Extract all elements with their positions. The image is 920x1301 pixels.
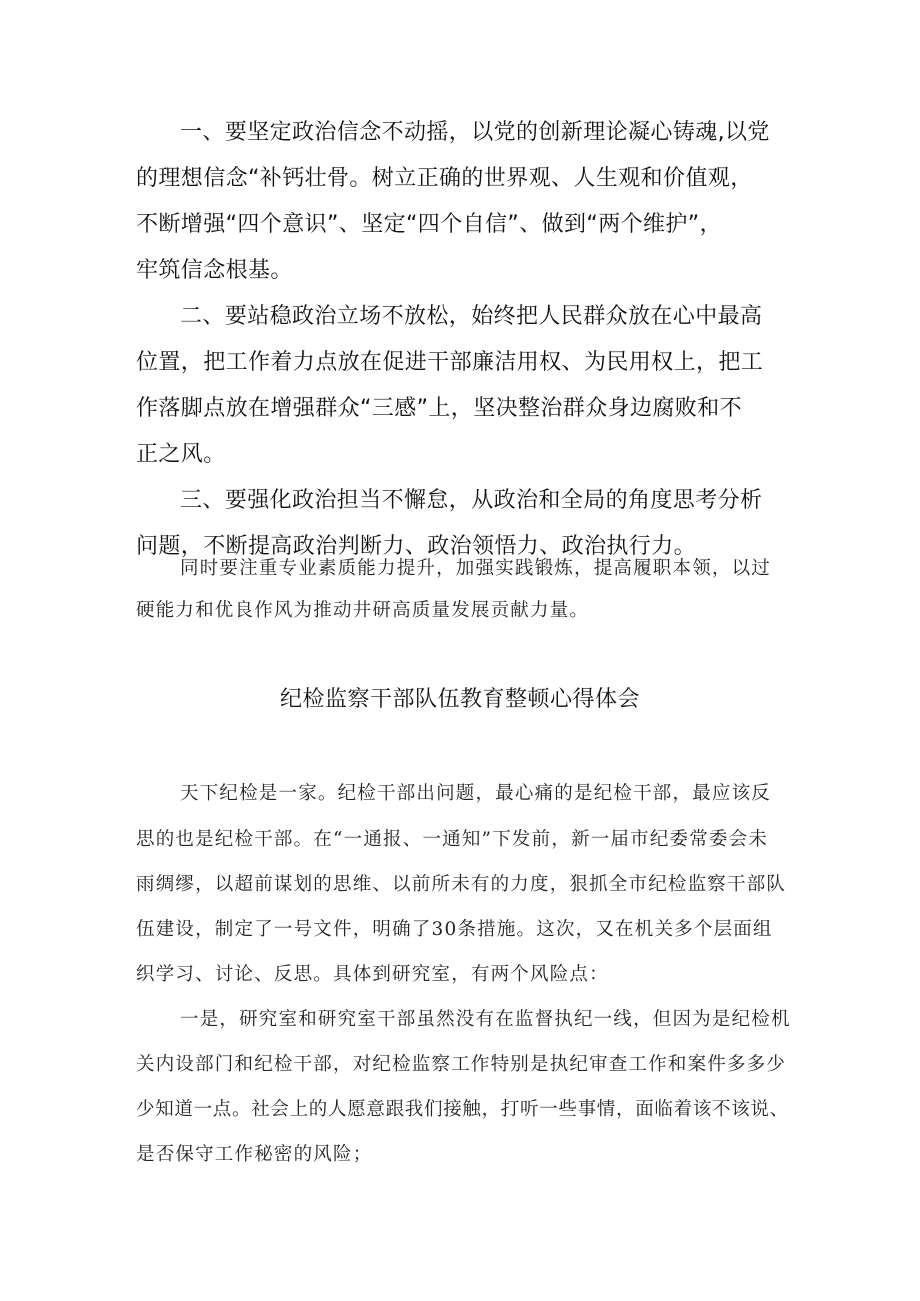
- paragraph-line: 三、要强化政治担当不懈怠，从政治和全局的角度思考分析: [180, 488, 763, 513]
- paragraph-line: 一、要坚定政治信念不动摇，以党的创新理论凝心铸魂,以党: [180, 120, 770, 145]
- paragraph-line: 牢筑信念根基。: [136, 258, 293, 283]
- paragraph-line: 不断增强“四个意识”、坚定“四个自信”、做到“两个维护”，: [136, 212, 722, 237]
- paragraph-line: 二、要站稳政治立场不放松，始终把人民群众放在心中最高: [180, 304, 763, 329]
- paragraph-line: 位置，把工作着力点放在促进干部廉洁用权、为民用权上，把工: [136, 350, 764, 375]
- paragraph-line: 天下纪检是一家。纪检干部出问题，最心痛的是纪检干部，最应该反: [180, 783, 772, 804]
- paragraph-line: 伍建设，制定了一号文件，明确了30条措施。这次，又在机关多个层面组: [136, 919, 773, 940]
- paragraph-line: 是否保守工作秘密的风险；: [136, 1144, 373, 1165]
- paragraph-line: 硬能力和优良作风为推动井研高质量发展贡献力量。: [136, 600, 590, 621]
- paragraph-line: 作落脚点放在增强群众“三感”上，坚决整治群众身边腐败和不: [136, 396, 742, 421]
- paragraph-line: 关内设部门和纪检干部，对纪检监察工作特别是执纪审查工作和案件多多少: [136, 1054, 787, 1075]
- paragraph-line: 同时要注重专业素质能力提升，加强实践锻炼，提高履职本领，以过: [180, 558, 772, 579]
- paragraph-line: 思的也是纪检干部。在“一通报、一通知”下发前，新一届市纪委常委会未: [136, 829, 769, 850]
- paragraph-line: 织学习、讨论、反思。具体到研究室，有两个风险点：: [136, 964, 609, 985]
- paragraph-line: 一是，研究室和研究室干部虽然没有在监督执纪一线，但因为是纪检机: [180, 1009, 791, 1030]
- paragraph-line: 雨绸缪，以超前谋划的思维、以前所未有的力度，狠抓全市纪检监察干部队: [136, 874, 787, 895]
- article-title: 纪检监察干部队伍教育整顿心得体会: [279, 687, 640, 712]
- paragraph-line: 正之风。: [136, 442, 226, 467]
- paragraph-line: 问题，不断提高政治判断力、政治领悟力、政治执行力。: [136, 534, 697, 559]
- paragraph-line: 少知道一点。社会上的人愿意跟我们接触，打听一些事情，面临着该不该说、: [136, 1099, 789, 1120]
- paragraph-line: 的理想信念“补钙壮骨。树立正确的世界观、人生观和价值观，: [136, 166, 753, 191]
